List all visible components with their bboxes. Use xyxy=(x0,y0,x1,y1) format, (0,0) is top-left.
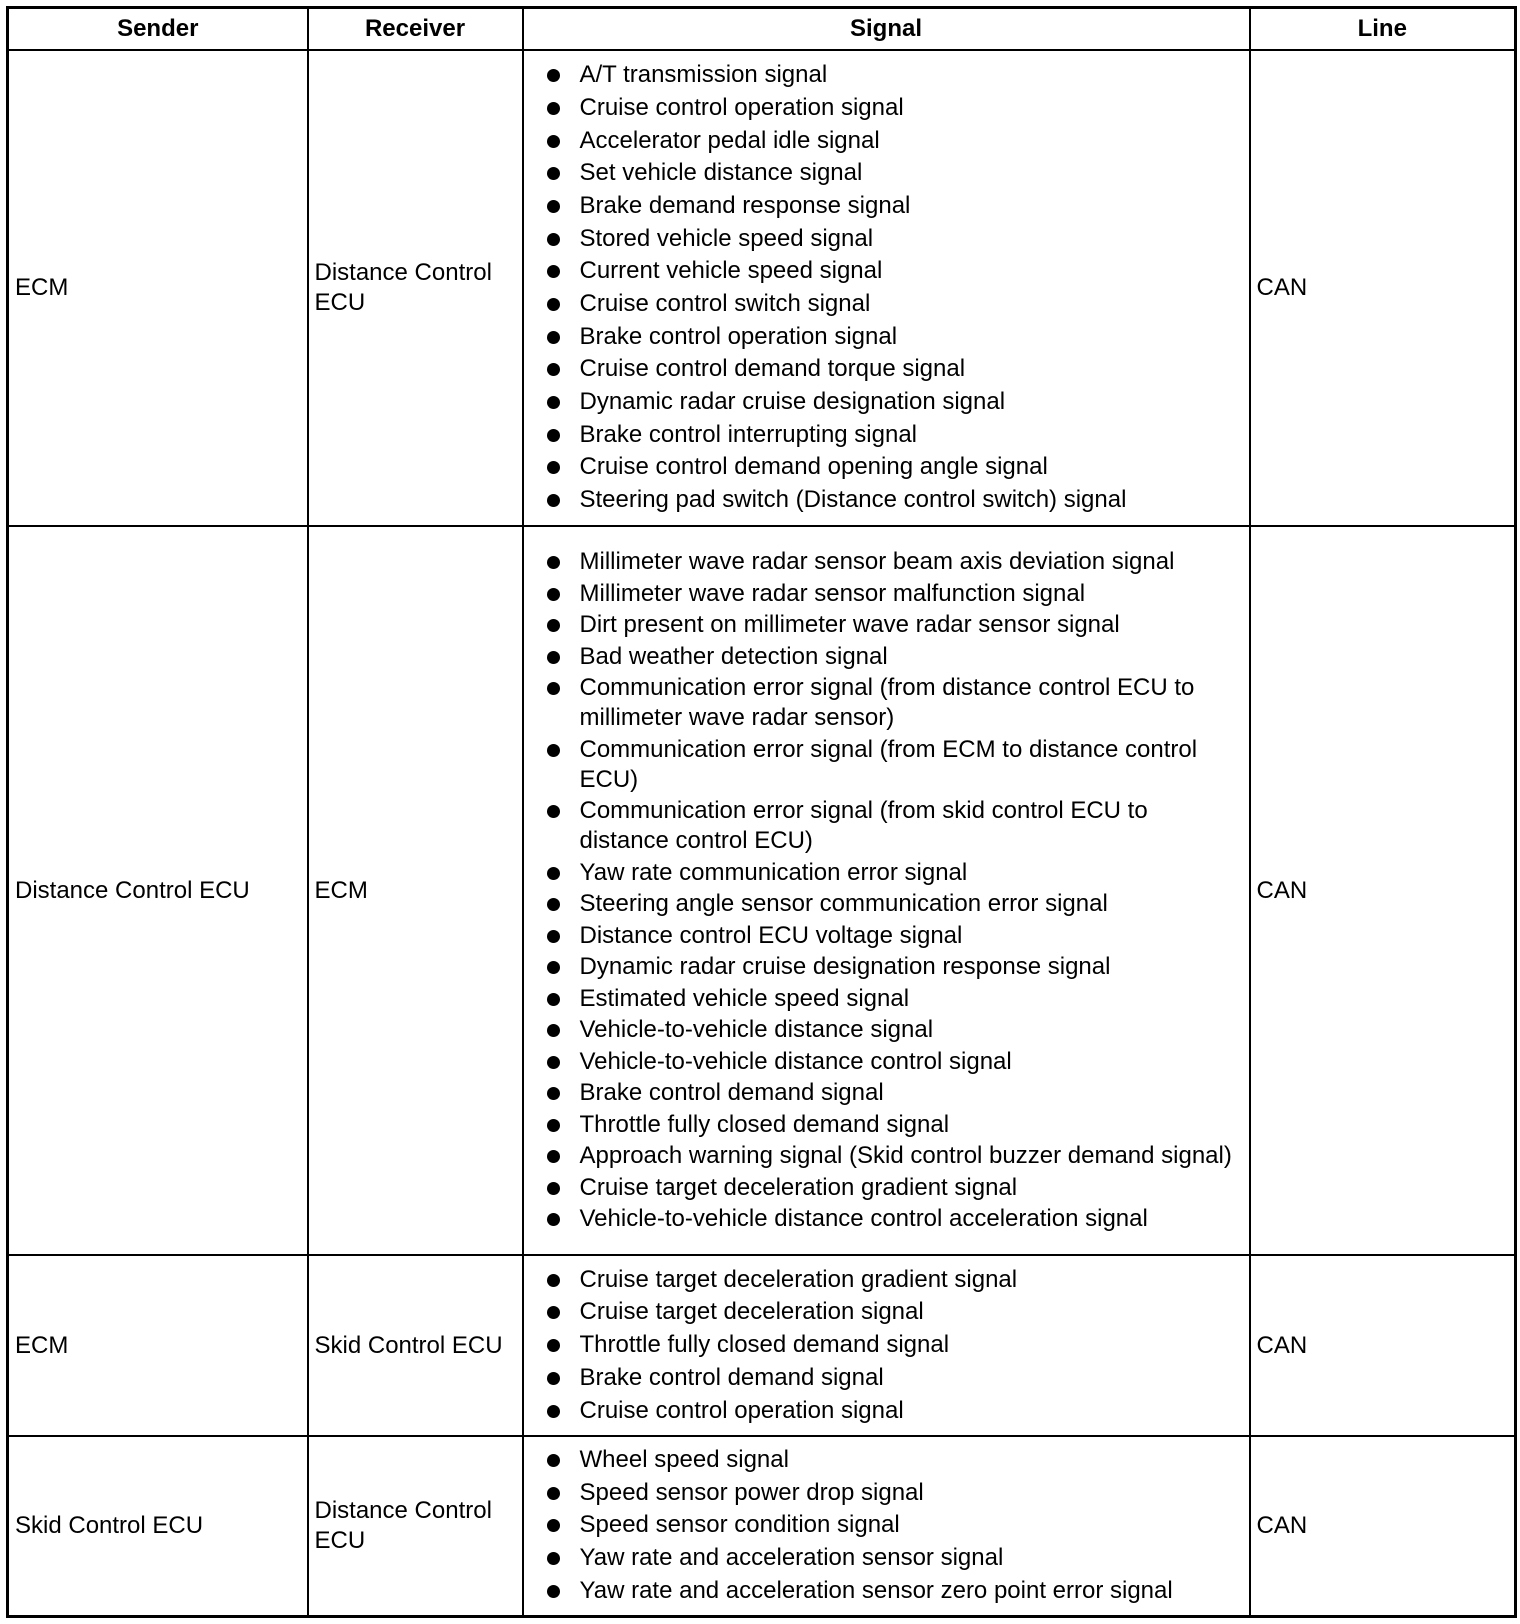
list-item xyxy=(544,158,1235,188)
bullet-icon xyxy=(547,1487,560,1500)
list-item xyxy=(544,191,1235,221)
bullet-icon xyxy=(547,1372,560,1385)
signal-list xyxy=(544,547,1235,1234)
header-signal: Signal xyxy=(523,8,1250,51)
header-row xyxy=(8,8,1516,51)
bullet-icon xyxy=(547,429,560,442)
signal-cell xyxy=(523,1255,1250,1435)
signal-text: Wheel speed signal xyxy=(579,1446,789,1474)
bullet-icon xyxy=(547,651,560,664)
signal-text: Vehicle-to-vehicle distance control signal xyxy=(579,1047,1012,1075)
signal-text: Dynamic radar cruise designation signal xyxy=(579,388,1006,415)
signal-text: Cruise control operation signal xyxy=(579,1396,904,1424)
bullet-icon xyxy=(547,805,560,818)
bullet-icon xyxy=(547,744,560,757)
signal-text: Yaw rate and acceleration sensor signal xyxy=(579,1544,1004,1572)
table-row xyxy=(8,526,1516,1255)
signal-text: Dynamic radar cruise designation response signal xyxy=(579,953,1111,981)
bullet-icon xyxy=(547,993,560,1006)
signal-list xyxy=(544,60,1235,515)
bullet-icon xyxy=(547,1119,560,1132)
sender-cell: Distance Control ECU xyxy=(8,526,308,1255)
sender-cell: ECM xyxy=(8,1255,308,1435)
signal-text: Cruise control operation signal xyxy=(579,93,904,121)
table-row xyxy=(8,1255,1516,1435)
bullet-icon xyxy=(547,1454,560,1467)
list-item xyxy=(544,354,1235,384)
receiver-cell: Distance Control ECU xyxy=(308,50,523,526)
table-row xyxy=(8,50,1516,526)
bullet-icon xyxy=(547,1056,560,1069)
list-item xyxy=(544,387,1235,417)
header-sender: Sender xyxy=(8,8,308,51)
list-item xyxy=(544,1141,1235,1171)
bullet-icon xyxy=(547,867,560,880)
signal-text: A/T transmission signal xyxy=(579,61,828,89)
bullet-icon xyxy=(547,167,560,180)
signal-text: Dirt present on millimeter wave radar sensor signal xyxy=(579,611,1120,639)
bullet-icon xyxy=(547,1182,560,1195)
signal-text: Communication error signal (from skid control ECU to distance control ECU) xyxy=(579,797,1148,855)
list-item xyxy=(544,1543,1235,1573)
bullet-icon xyxy=(547,1552,560,1565)
list-item xyxy=(544,1510,1235,1540)
bullet-icon xyxy=(547,298,560,311)
signal-text: Millimeter wave radar sensor beam axis deviation signal xyxy=(579,548,1175,576)
list-item xyxy=(544,93,1235,123)
list-item xyxy=(544,642,1235,672)
list-item xyxy=(544,1110,1235,1140)
receiver-cell: ECM xyxy=(308,526,523,1255)
list-item xyxy=(544,984,1235,1014)
list-item xyxy=(544,1445,1235,1475)
signal-list xyxy=(544,1265,1235,1426)
bullet-icon xyxy=(547,494,560,507)
bullet-icon xyxy=(547,1274,560,1287)
list-item xyxy=(544,796,1235,856)
list-item xyxy=(544,289,1235,319)
bullet-icon xyxy=(547,682,560,695)
signal-text: Cruise target deceleration signal xyxy=(579,1298,924,1326)
list-item xyxy=(544,547,1235,577)
signal-text: Vehicle-to-vehicle distance signal xyxy=(579,1016,934,1044)
bullet-icon xyxy=(547,1024,560,1037)
list-item xyxy=(544,224,1235,254)
signal-text: Cruise target deceleration gradient signal xyxy=(579,1173,1018,1201)
list-item xyxy=(544,1265,1235,1295)
list-item xyxy=(544,1204,1235,1234)
signal-text: Stored vehicle speed signal xyxy=(579,224,874,252)
signal-text: Communication error signal (from distance control ECU to millimeter wave radar sensor) xyxy=(579,674,1195,732)
signal-text: Bad weather detection signal xyxy=(579,642,888,670)
signal-list xyxy=(544,1445,1235,1606)
line-cell: CAN xyxy=(1250,526,1516,1255)
sender-cell: ECM xyxy=(8,50,308,526)
bullet-icon xyxy=(547,1306,560,1319)
list-item xyxy=(544,1078,1235,1108)
table-header xyxy=(8,8,1516,51)
receiver-cell: Skid Control ECU xyxy=(308,1255,523,1435)
signal-text: Throttle fully closed demand signal xyxy=(579,1331,950,1359)
list-item xyxy=(544,858,1235,888)
bullet-icon xyxy=(547,1585,560,1598)
bullet-icon xyxy=(547,898,560,911)
list-item xyxy=(544,1330,1235,1360)
signal-cell xyxy=(523,1436,1250,1617)
bullet-icon xyxy=(547,1339,560,1352)
signal-cell xyxy=(523,50,1250,526)
bullet-icon xyxy=(547,1519,560,1532)
list-item xyxy=(544,1396,1235,1426)
header-line: Line xyxy=(1250,8,1516,51)
signal-text: Millimeter wave radar sensor malfunction signal xyxy=(579,579,1086,607)
signal-text: Yaw rate communication error signal xyxy=(579,858,968,886)
list-item xyxy=(544,452,1235,482)
signal-text: Distance control ECU voltage signal xyxy=(579,921,963,949)
bullet-icon xyxy=(547,135,560,148)
bullet-icon xyxy=(547,200,560,213)
list-item xyxy=(544,673,1235,733)
list-item xyxy=(544,1015,1235,1045)
signal-text: Brake control demand signal xyxy=(579,1079,884,1107)
list-item xyxy=(544,952,1235,982)
signal-text: Brake control operation signal xyxy=(579,322,898,350)
list-item xyxy=(544,1297,1235,1327)
bullet-icon xyxy=(547,331,560,344)
bullet-icon xyxy=(547,69,560,82)
bullet-icon xyxy=(547,1150,560,1163)
signal-text: Throttle fully closed demand signal xyxy=(579,1110,950,1138)
signal-text: Speed sensor power drop signal xyxy=(579,1478,924,1506)
signal-text: Vehicle-to-vehicle distance control acceleration signal xyxy=(579,1205,1148,1233)
list-item xyxy=(544,485,1235,515)
bullet-icon xyxy=(547,1087,560,1100)
signal-text: Set vehicle distance signal xyxy=(579,159,863,187)
signal-text: Current vehicle speed signal xyxy=(579,257,883,285)
bullet-icon xyxy=(547,588,560,601)
signal-text: Cruise control switch signal xyxy=(579,289,871,317)
signal-cell xyxy=(523,526,1250,1255)
bullet-icon xyxy=(547,461,560,474)
list-item xyxy=(544,579,1235,609)
list-item xyxy=(544,1173,1235,1203)
table-row xyxy=(8,1436,1516,1617)
signal-text: Cruise control demand opening angle signal xyxy=(579,453,1048,481)
list-item xyxy=(544,1047,1235,1077)
bullet-icon xyxy=(547,961,560,974)
list-item xyxy=(544,256,1235,286)
bullet-icon xyxy=(547,102,560,115)
bullet-icon xyxy=(547,1213,560,1226)
list-item xyxy=(544,1363,1235,1393)
bullet-icon xyxy=(547,396,560,409)
bullet-icon xyxy=(547,233,560,246)
signal-text: Brake demand response signal xyxy=(579,191,911,219)
signal-text: Brake control demand signal xyxy=(579,1363,884,1391)
signal-table xyxy=(6,6,1517,1618)
list-item xyxy=(544,420,1235,450)
sender-cell: Skid Control ECU xyxy=(8,1436,308,1617)
line-cell: CAN xyxy=(1250,1436,1516,1617)
receiver-cell: Distance Control ECU xyxy=(308,1436,523,1617)
line-cell: CAN xyxy=(1250,1255,1516,1435)
list-item xyxy=(544,60,1235,90)
list-item xyxy=(544,1576,1235,1606)
list-item xyxy=(544,735,1235,795)
signal-text: Steering pad switch (Distance control switch) signal xyxy=(579,486,1127,514)
signal-text: Cruise target deceleration gradient signal xyxy=(579,1265,1018,1293)
signal-text: Cruise control demand torque signal xyxy=(579,355,966,383)
list-item xyxy=(544,610,1235,640)
list-item xyxy=(544,921,1235,951)
line-cell: CAN xyxy=(1250,50,1516,526)
bullet-icon xyxy=(547,1405,560,1418)
bullet-icon xyxy=(547,619,560,632)
signal-text: Accelerator pedal idle signal xyxy=(579,126,880,154)
bullet-icon xyxy=(547,556,560,569)
signal-text: Communication error signal (from ECM to distance control ECU) xyxy=(579,735,1198,793)
list-item xyxy=(544,126,1235,156)
bullet-icon xyxy=(547,930,560,943)
signal-text: Speed sensor condition signal xyxy=(579,1511,900,1539)
signal-text: Yaw rate and acceleration sensor zero point error signal xyxy=(579,1576,1173,1604)
list-item xyxy=(544,322,1235,352)
header-receiver: Receiver xyxy=(308,8,523,51)
signal-text: Estimated vehicle speed signal xyxy=(579,984,910,1012)
bullet-icon xyxy=(547,265,560,278)
list-item xyxy=(544,1478,1235,1508)
table-body xyxy=(8,50,1516,1617)
signal-text: Steering angle sensor communication error signal xyxy=(579,890,1108,918)
list-item xyxy=(544,889,1235,919)
signal-text: Brake control interrupting signal xyxy=(579,420,918,448)
bullet-icon xyxy=(547,363,560,376)
signal-text: Approach warning signal (Skid control buzzer demand signal) xyxy=(579,1142,1232,1170)
